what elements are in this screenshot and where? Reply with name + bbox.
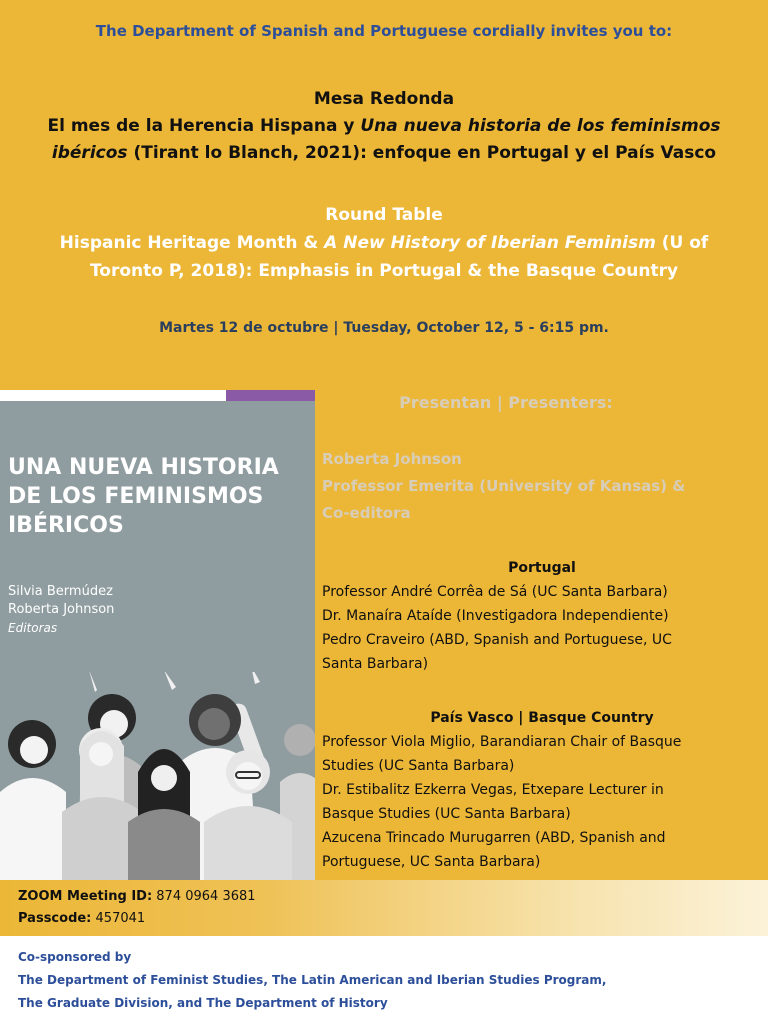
spanish-title-line-2 bbox=[0, 140, 768, 167]
coeditor-role: Co-editora bbox=[322, 504, 411, 522]
english-book-title: A New History of Iberian Feminism bbox=[324, 233, 656, 253]
basque-presenters bbox=[322, 706, 762, 874]
basque-heading: País Vasco | Basque Country bbox=[430, 710, 654, 726]
book-cover-white-strip bbox=[0, 390, 226, 401]
portugal-heading: Portugal bbox=[508, 560, 576, 576]
cosponsors-label: Co-sponsored by bbox=[18, 950, 132, 964]
presenter-line: Dr. Estibalitz Ezkerra Vegas, Etxepare Lecturer in bbox=[322, 782, 664, 798]
book-editor: Silvia Bermúdez bbox=[8, 584, 113, 599]
presenter-line: Basque Studies (UC Santa Barbara) bbox=[322, 806, 571, 822]
book-title-line: UNA NUEVA HISTORIA bbox=[8, 455, 279, 480]
women-illustration bbox=[0, 672, 315, 880]
english-title-line-1 bbox=[0, 229, 768, 257]
zoom-id-value: 874 0964 3681 bbox=[152, 889, 256, 904]
presenter-line: Santa Barbara) bbox=[322, 656, 429, 672]
english-event-title bbox=[0, 201, 768, 285]
spanish-book-title-end: ibéricos bbox=[51, 143, 128, 163]
english-heading: Round Table bbox=[325, 205, 443, 225]
presenter-line: Pedro Craveiro (ABD, Spanish and Portuguese, UC bbox=[322, 632, 672, 648]
zoom-passcode-label: Passcode: bbox=[18, 911, 92, 926]
coeditor-name: Roberta Johnson bbox=[322, 450, 462, 468]
spanish-title-rest: (Tirant lo Blanch, 2021): enfoque en Portugal y el País Vasco bbox=[127, 143, 717, 163]
spanish-event-title bbox=[0, 86, 768, 167]
english-title-line-2: Toronto P, 2018): Emphasis in Portugal & the Basque Country bbox=[89, 261, 679, 281]
invitation-line: The Department of Spanish and Portuguese cordially invites you to: bbox=[95, 22, 673, 40]
presenter-line: Azucena Trincado Murugarren (ABD, Spanish and bbox=[322, 830, 666, 846]
zoom-meeting-id bbox=[18, 886, 256, 908]
zoom-passcode-value: 457041 bbox=[91, 911, 146, 926]
presenter-line: Professor André Corrêa de Sá (UC Santa Barbara) bbox=[322, 584, 668, 600]
cosponsors bbox=[18, 946, 606, 1015]
book-cover bbox=[0, 390, 315, 880]
portugal-presenters bbox=[322, 556, 762, 676]
book-cover-purple-strip bbox=[226, 390, 315, 401]
coeditor-title: Professor Emerita (University of Kansas) & bbox=[322, 477, 686, 495]
coeditor-block bbox=[322, 446, 762, 527]
presenters-heading: Presentan | Presenters: bbox=[399, 393, 613, 412]
book-title-line: DE LOS FEMINISMOS bbox=[8, 484, 264, 509]
book-title-line: IBÉRICOS bbox=[8, 513, 124, 538]
book-cover-title bbox=[8, 453, 308, 540]
spanish-heading: Mesa Redonda bbox=[313, 89, 455, 109]
cosponsor-line: The Graduate Division, and The Department of History bbox=[18, 996, 388, 1010]
book-editor: Roberta Johnson bbox=[8, 602, 115, 617]
cosponsor-line: The Department of Feminist Studies, The Latin American and Iberian Studies Program, bbox=[18, 973, 607, 987]
presenter-line: Dr. Manaíra Ataíde (Investigadora Independiente) bbox=[322, 608, 669, 624]
book-cover-editors bbox=[8, 583, 114, 637]
presenter-line: Professor Viola Miglio, Barandiaran Chair of Basque bbox=[322, 734, 682, 750]
zoom-id-label: ZOOM Meeting ID: bbox=[18, 889, 153, 904]
english-title-tail: (U of bbox=[655, 233, 709, 253]
book-editors-label: Editoras bbox=[8, 621, 58, 635]
event-date: Martes 12 de octubre | Tuesday, October 12, 5 - 6:15 pm. bbox=[159, 320, 609, 336]
english-title-text: Hispanic Heritage Month & bbox=[59, 233, 325, 253]
spanish-title-line-1 bbox=[0, 113, 768, 140]
spanish-book-title: Una nueva historia de los feminismos bbox=[360, 116, 721, 136]
zoom-passcode bbox=[18, 908, 256, 930]
zoom-details bbox=[18, 886, 256, 930]
presenter-line: Portuguese, UC Santa Barbara) bbox=[322, 854, 541, 870]
presenter-line: Studies (UC Santa Barbara) bbox=[322, 758, 515, 774]
spanish-title-text: El mes de la Herencia Hispana y bbox=[47, 116, 361, 136]
